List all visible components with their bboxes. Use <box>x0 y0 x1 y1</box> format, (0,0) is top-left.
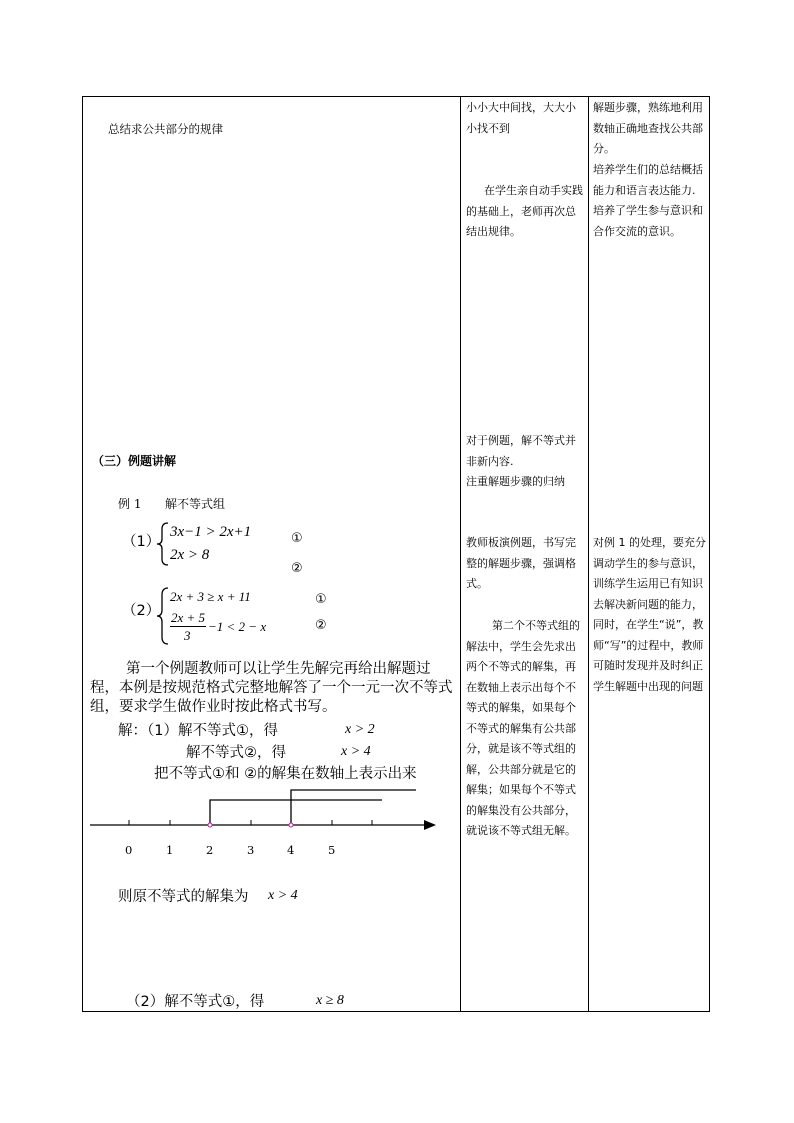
col2-block-rhyme: 小小大中间找，大大小小找不到 <box>466 101 576 135</box>
open-point-marker <box>289 823 293 827</box>
tick-label: 3 <box>247 843 255 857</box>
system1-mark-1: ① <box>291 531 303 546</box>
system1-inequality-1: 3x−1 > 2x+1 <box>170 524 252 540</box>
fraction-bar <box>170 626 206 627</box>
number-line <box>86 785 446 837</box>
conclusion-result: x > 4 <box>268 888 298 903</box>
open-point-marker <box>208 823 212 827</box>
col2-block-second-system: 第二个不等式组的解法中，学生会先求出两个不等式的解集，再在数轴上表示出每个不等式的解集，如果每个不等式的解集有公共部分，就是该不等式组的解，公共部分就是它的解集；如果每个不等式的解集没有公共部分，就说该不等式组无解。 <box>466 619 580 837</box>
tick-label: 1 <box>166 843 174 857</box>
tick-label: 0 <box>125 843 133 857</box>
solution-line-1: 解：（1）解不等式①，得 <box>118 723 278 739</box>
col3-block-example-handling: 对例 1 的处理，要充分调动学生的参与意识，训练学生运用已有知识去解决新问题的能力，同时，在学生“说”，教师“写”的过程中，教师可随时发现并及时纠正学生解题中出现的问题 <box>593 536 706 693</box>
system2-inequality-1: 2x + 3 ≥ x + 11 <box>170 589 251 604</box>
col2-block-summary: 在学生亲自动手实践的基础上，老师再次总结出规律。 <box>466 184 583 238</box>
system2-fraction-numerator: 2x + 5 <box>171 610 206 625</box>
system1-label: （1） <box>122 534 161 550</box>
system1-mark-2: ② <box>291 561 303 576</box>
teaching-paragraph: 第一个例题教师可以让学生先解完再给出解题过程，本例是按规范格式完整地解答了一个一元一次不等式组，要求学生做作业时按此格式书写。 <box>90 661 453 715</box>
system1-inequality-2: 2x > 8 <box>170 547 210 563</box>
example-title: 解不等式组 <box>165 497 226 511</box>
col2-block-board-demo: 教师板演例题，书写完整的解题步骤，强调格式。 <box>466 536 576 590</box>
tick-label: 4 <box>287 843 295 857</box>
system2-mark-2: ② <box>315 618 327 633</box>
part2-line: （2）解不等式①，得 <box>126 994 265 1010</box>
solution-result-1: x > 2 <box>345 722 375 737</box>
arrow-right-icon <box>424 820 436 830</box>
system2-inequality-2-rest: −1 < 2 − x <box>208 619 267 634</box>
part2-result: x ≥ 8 <box>316 993 344 1008</box>
solution-result-2: x > 4 <box>341 744 371 759</box>
number-line-intro: 把不等式①和 ②的解集在数轴上表示出来 <box>154 766 417 782</box>
system2-mark-1: ① <box>315 592 327 607</box>
left-brace-icon <box>156 587 170 645</box>
summary-text: 总结求公共部分的规律 <box>108 122 223 136</box>
column-divider <box>588 96 589 1012</box>
solution-bracket-x-gt-2 <box>210 800 382 825</box>
col3-block-steps: 解题步骤，熟练地利用数轴正确地查找公共部分。 <box>593 101 703 155</box>
col2-block-steps-note: 注重解题步骤的归纳 <box>466 475 565 488</box>
solution-bracket-x-gt-4 <box>291 790 416 825</box>
tick-label: 2 <box>206 843 214 857</box>
system2-fraction-denominator: 3 <box>184 628 191 643</box>
system2-label: （2） <box>122 603 161 619</box>
conclusion-text: 则原不等式的解集为 <box>118 889 249 905</box>
col3-block-abilities: 培养学生们的总结概括能力和语言表达能力. 培养了学生参与意识和合作交流的意识。 <box>593 163 703 238</box>
tick-label: 5 <box>328 843 336 857</box>
col2-block-example-note: 对于例题，解不等式并非新内容. <box>466 434 576 468</box>
example-label: 例 1 <box>118 497 142 511</box>
left-brace-icon <box>156 522 170 566</box>
section-title: （三）例题讲解 <box>92 454 177 468</box>
column-divider <box>460 96 461 1012</box>
solution-line-2: 解不等式②，得 <box>186 745 286 761</box>
